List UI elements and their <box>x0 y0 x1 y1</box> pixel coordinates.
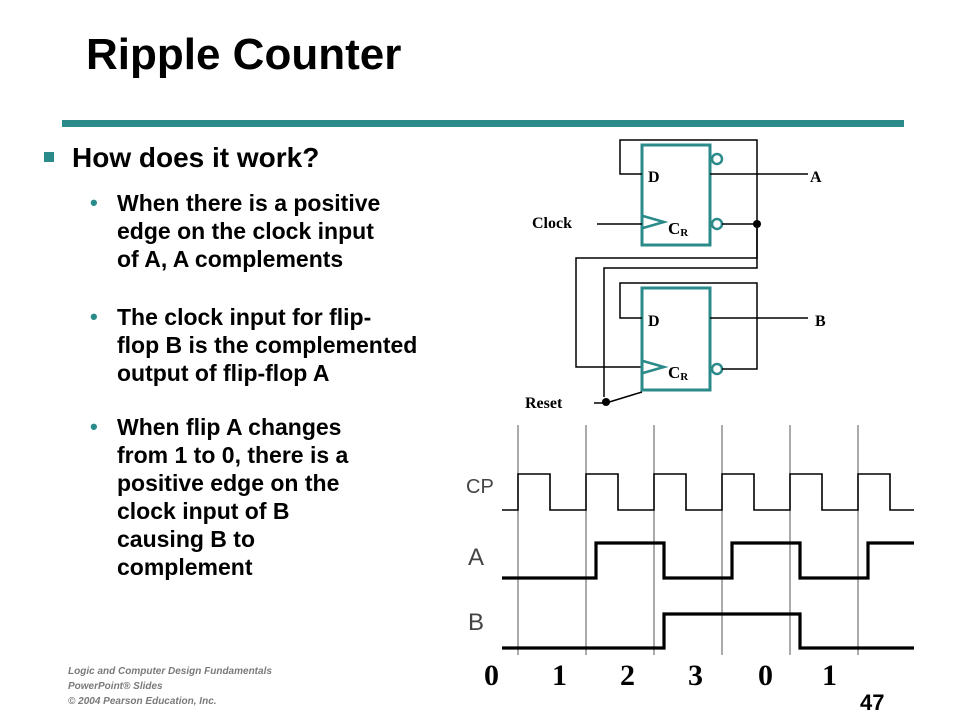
ff-a-reset-bubble <box>712 154 722 164</box>
signal-a-label: A <box>468 544 485 571</box>
slide-title: Ripple Counter <box>86 30 402 79</box>
ff-a-inverted-output-bubble <box>712 219 722 229</box>
ff-a-clock-triangle <box>643 216 664 228</box>
ff-b-clock-triangle <box>643 361 664 373</box>
count-label: 0 <box>484 659 499 692</box>
signal-cp-label: CP <box>466 476 494 498</box>
footer-line: Logic and Computer Design Fundamentals <box>68 666 272 677</box>
page-number: 47 <box>860 690 885 715</box>
main-bullet-text: How does it work? <box>72 142 320 173</box>
dot-bullet-icon: • <box>90 414 98 439</box>
dot-bullet-icon: • <box>90 304 98 329</box>
output-b-label: B <box>815 313 826 330</box>
footer-credits <box>68 664 272 709</box>
sub-bullet-text: The clock input for flip- flop B is the complemented output of flip-flop A <box>117 304 418 386</box>
reset-label: Reset <box>525 395 563 412</box>
junction-dot <box>753 220 761 228</box>
count-label: 3 <box>688 659 703 692</box>
count-label: 1 <box>552 659 567 692</box>
ff-a-c-label: CR <box>668 219 689 239</box>
timing-diagram <box>484 425 914 692</box>
ff-b-c-label: CR <box>668 363 689 383</box>
clock-label: Clock <box>532 215 572 232</box>
b-waveform <box>502 614 914 648</box>
cp-waveform <box>502 474 914 510</box>
signal-b-label: B <box>468 609 485 636</box>
sub-bullet-text: When there is a positive edge on the clock input of A, A complements <box>117 190 381 272</box>
ff-b-d-label: D <box>648 313 660 330</box>
footer-line: © 2004 Pearson Education, Inc. <box>68 696 217 707</box>
ff-a-d-label: D <box>648 169 660 186</box>
dot-bullet-icon: • <box>90 190 98 215</box>
output-a-label: A <box>810 169 822 186</box>
sub-bullet-text: When flip A changes from 1 to 0, there is a positive edge on the clock input of B causing B to complement <box>117 414 349 580</box>
ff-a-wires <box>604 140 757 397</box>
count-label: 1 <box>822 659 837 692</box>
count-label: 0 <box>758 659 773 692</box>
a-waveform <box>502 543 914 578</box>
reset-junction-dot <box>602 398 610 406</box>
ff-b-inverted-output-bubble <box>712 364 722 374</box>
footer-line: PowerPoint® Slides <box>68 681 163 692</box>
count-label: 2 <box>620 659 635 692</box>
